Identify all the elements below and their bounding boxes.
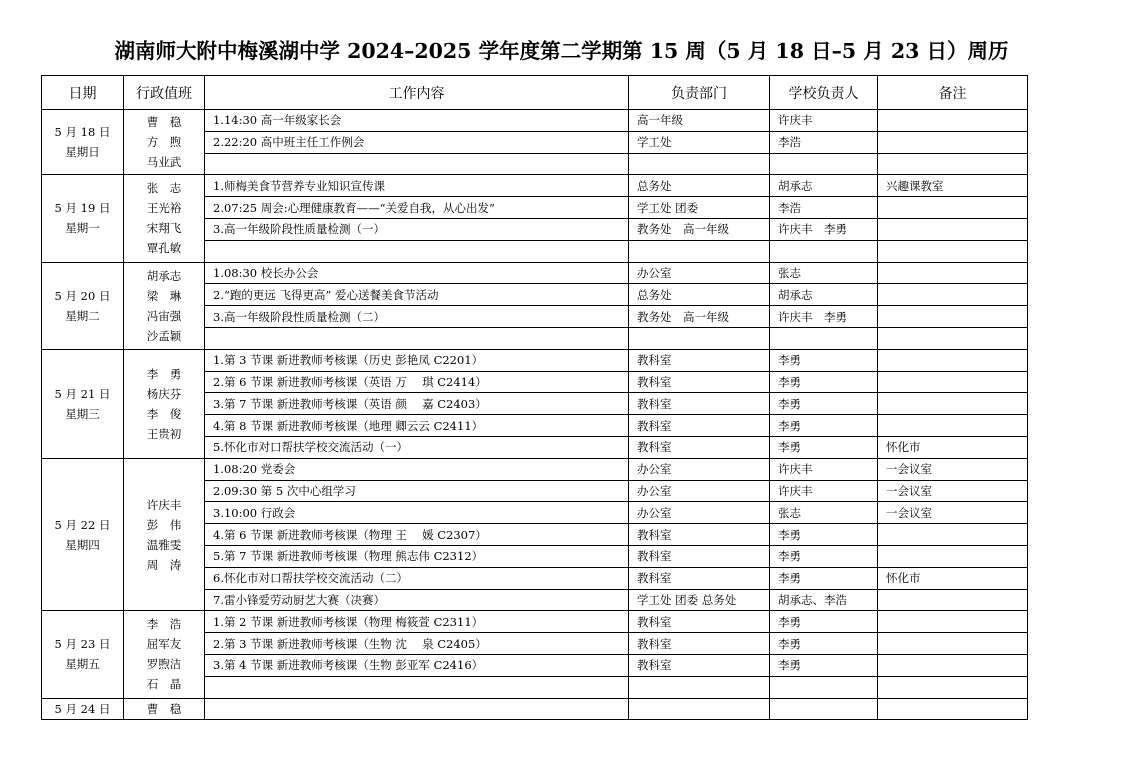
- leader-cell: [770, 327, 878, 349]
- date-cell: [42, 349, 124, 458]
- header-note: 备注: [878, 76, 1028, 110]
- duty-person: 李 勇: [146, 366, 182, 381]
- duty-person: 张 志: [146, 181, 182, 196]
- date-cell: [42, 611, 124, 698]
- weekday-label: 星期三: [65, 406, 100, 421]
- duty-cell: [124, 349, 205, 458]
- work-cell: 2.第 3 节课 新进教师考核课（生物 沈 泉 C2405）: [205, 633, 629, 655]
- dept-cell: 教务处 高一年级: [629, 218, 770, 240]
- leader-cell: 李勇: [770, 436, 878, 458]
- note-cell: [878, 197, 1028, 219]
- work-cell: 5.第 7 节课 新进教师考核课（物理 熊志伟 C2312）: [205, 545, 629, 567]
- duty-person: 胡承志: [146, 268, 182, 283]
- dept-cell: 高一年级: [629, 110, 770, 132]
- work-cell: 4.第 6 节课 新进教师考核课（物理 王 媛 C2307）: [205, 524, 629, 546]
- note-cell: [878, 545, 1028, 567]
- work-cell: 1.14:30 高一年级家长会: [205, 110, 629, 132]
- note-cell: [878, 218, 1028, 240]
- leader-cell: 许庆丰: [770, 110, 878, 132]
- note-cell: [878, 633, 1028, 655]
- header-row: [42, 76, 1028, 110]
- note-cell: [878, 327, 1028, 349]
- date-label: 5 月 22 日: [54, 517, 111, 532]
- leader-cell: 李勇: [770, 567, 878, 589]
- weekday-label: 星期四: [65, 537, 100, 552]
- table-row: [42, 262, 1028, 284]
- work-cell: [205, 240, 629, 262]
- date-label: 5 月 20 日: [54, 288, 111, 303]
- duty-person: 沙孟颖: [146, 328, 182, 343]
- work-cell: 1.08:30 校长办公会: [205, 262, 629, 284]
- weekday-label: 星期一: [65, 221, 100, 236]
- note-cell: [878, 262, 1028, 284]
- dept-cell: 总务处: [629, 284, 770, 306]
- duty-cell: [124, 175, 205, 262]
- dept-cell: 教科室: [629, 371, 770, 393]
- leader-cell: [770, 698, 878, 720]
- leader-cell: 李勇: [770, 545, 878, 567]
- leader-cell: 李勇: [770, 415, 878, 437]
- date-label: 5 月 18 日: [54, 125, 111, 140]
- leader-cell: 许庆丰: [770, 458, 878, 480]
- duty-person: 覃孔敏: [146, 241, 182, 256]
- work-cell: 2.09:30 第 5 次中心组学习: [205, 480, 629, 502]
- leader-cell: 许庆丰: [770, 480, 878, 502]
- leader-cell: 许庆丰 李勇: [770, 218, 878, 240]
- work-cell: 3.第 4 节课 新进教师考核课（生物 彭亚军 C2416）: [205, 654, 629, 676]
- leader-cell: [770, 153, 878, 175]
- note-cell: [878, 240, 1028, 262]
- dept-cell: [629, 698, 770, 720]
- leader-cell: 胡承志: [770, 175, 878, 197]
- note-cell: 一会议室: [878, 458, 1028, 480]
- dept-cell: [629, 153, 770, 175]
- table-row: [42, 349, 1028, 371]
- leader-cell: 李勇: [770, 393, 878, 415]
- dept-cell: [629, 327, 770, 349]
- work-cell: 3.高一年级阶段性质量检测（二）: [205, 306, 629, 328]
- note-cell: [878, 698, 1028, 720]
- work-cell: 3.第 7 节课 新进教师考核课（英语 颜 嘉 C2403）: [205, 393, 629, 415]
- duty-cell: [124, 110, 205, 175]
- table-row: [42, 698, 1028, 720]
- note-cell: [878, 415, 1028, 437]
- table-row: [42, 611, 1028, 633]
- work-cell: 2.07:25 周会:心理健康教育——“关爱自我，从心出发”: [205, 197, 629, 219]
- dept-cell: 办公室: [629, 502, 770, 524]
- leader-cell: [770, 240, 878, 262]
- table-row: [42, 110, 1028, 132]
- dept-cell: 教科室: [629, 436, 770, 458]
- leader-cell: 胡承志: [770, 284, 878, 306]
- dept-cell: 学工处 团委: [629, 197, 770, 219]
- duty-cell: [124, 611, 205, 698]
- duty-person: 宋翔飞: [146, 221, 182, 236]
- duty-cell: [124, 698, 205, 720]
- note-cell: 怀化市: [878, 436, 1028, 458]
- duty-person: 罗煦洁: [146, 657, 182, 672]
- date-cell: [42, 458, 124, 611]
- table-row: [42, 458, 1028, 480]
- weekly-calendar-table: [41, 75, 1028, 720]
- dept-cell: [629, 240, 770, 262]
- work-cell: 2.22:20 高中班主任工作例会: [205, 131, 629, 153]
- dept-cell: 教科室: [629, 611, 770, 633]
- duty-cell: [124, 458, 205, 611]
- work-cell: 2.“跑的更远 飞得更高” 爱心送餐美食节活动: [205, 284, 629, 306]
- note-cell: [878, 589, 1028, 611]
- work-cell: 4.第 8 节课 新进教师考核课（地理 卿云云 C2411）: [205, 415, 629, 437]
- duty-cell: [124, 262, 205, 349]
- weekday-label: 星期日: [65, 145, 100, 160]
- work-cell: 3.高一年级阶段性质量检测（一）: [205, 218, 629, 240]
- leader-cell: 许庆丰 李勇: [770, 306, 878, 328]
- duty-person: 彭 伟: [146, 517, 182, 532]
- work-cell: 1.第 3 节课 新进教师考核课（历史 彭艳凤 C2201）: [205, 349, 629, 371]
- note-cell: 怀化市: [878, 567, 1028, 589]
- header-duty: 行政值班: [124, 76, 205, 110]
- work-cell: 3.10:00 行政会: [205, 502, 629, 524]
- duty-person: 梁 琳: [146, 288, 182, 303]
- calendar-body: [42, 110, 1028, 720]
- duty-person: 王光裕: [146, 201, 182, 216]
- note-cell: [878, 284, 1028, 306]
- dept-cell: 办公室: [629, 458, 770, 480]
- dept-cell: 办公室: [629, 480, 770, 502]
- note-cell: [878, 153, 1028, 175]
- dept-cell: 学工处 团委 总务处: [629, 589, 770, 611]
- note-cell: [878, 393, 1028, 415]
- dept-cell: 教科室: [629, 415, 770, 437]
- work-cell: 1.08:20 党委会: [205, 458, 629, 480]
- date-cell: [42, 110, 124, 175]
- duty-person: 屈军友: [146, 637, 182, 652]
- duty-person: 马业武: [146, 155, 182, 170]
- header-work: 工作内容: [205, 76, 629, 110]
- date-cell: [42, 698, 124, 720]
- dept-cell: 教科室: [629, 654, 770, 676]
- note-cell: 一会议室: [878, 480, 1028, 502]
- duty-person: 曹 稳: [146, 115, 182, 130]
- date-label: 5 月 23 日: [54, 637, 111, 652]
- date-label: 5 月 19 日: [54, 201, 111, 216]
- leader-cell: 张志: [770, 262, 878, 284]
- dept-cell: 办公室: [629, 262, 770, 284]
- work-cell: [205, 698, 629, 720]
- leader-cell: 李勇: [770, 633, 878, 655]
- duty-person: 曹 稳: [146, 701, 182, 716]
- work-cell: [205, 153, 629, 175]
- note-cell: [878, 654, 1028, 676]
- note-cell: 兴趣课教室: [878, 175, 1028, 197]
- dept-cell: 教科室: [629, 633, 770, 655]
- date-cell: [42, 175, 124, 262]
- leader-cell: 李浩: [770, 131, 878, 153]
- work-cell: 2.第 6 节课 新进教师考核课（英语 万 琪 C2414）: [205, 371, 629, 393]
- work-cell: [205, 327, 629, 349]
- leader-cell: 李勇: [770, 371, 878, 393]
- note-cell: [878, 371, 1028, 393]
- leader-cell: 李浩: [770, 197, 878, 219]
- work-cell: 5.怀化市对口帮扶学校交流活动（一）: [205, 436, 629, 458]
- duty-person: 周 涛: [146, 557, 182, 572]
- work-cell: 1.第 2 节课 新进教师考核课（物理 梅筱萱 C2311）: [205, 611, 629, 633]
- duty-person: 方 煦: [146, 135, 182, 150]
- duty-person: 李 浩: [146, 617, 182, 632]
- header-dept: 负责部门: [629, 76, 770, 110]
- duty-person: 李 俊: [146, 406, 182, 421]
- date-label: 5 月 21 日: [54, 386, 111, 401]
- duty-person: 许庆丰: [146, 497, 182, 512]
- dept-cell: 总务处: [629, 175, 770, 197]
- work-cell: 7.雷小锋爱劳动厨艺大赛（决赛）: [205, 589, 629, 611]
- date-cell: [42, 262, 124, 349]
- dept-cell: 教科室: [629, 567, 770, 589]
- dept-cell: 教务处 高一年级: [629, 306, 770, 328]
- duty-person: 冯宙强: [146, 308, 182, 323]
- note-cell: 一会议室: [878, 502, 1028, 524]
- leader-cell: 李勇: [770, 611, 878, 633]
- work-cell: [205, 676, 629, 698]
- dept-cell: [629, 676, 770, 698]
- duty-person: 石 晶: [146, 677, 182, 692]
- note-cell: [878, 110, 1028, 132]
- dept-cell: 教科室: [629, 349, 770, 371]
- note-cell: [878, 611, 1028, 633]
- date-label: 5 月 24 日: [54, 701, 111, 716]
- note-cell: [878, 524, 1028, 546]
- duty-person: 杨庆芬: [146, 386, 182, 401]
- leader-cell: 李勇: [770, 349, 878, 371]
- work-cell: 1.师梅美食节营养专业知识宣传课: [205, 175, 629, 197]
- leader-cell: 胡承志、李浩: [770, 589, 878, 611]
- note-cell: [878, 349, 1028, 371]
- weekday-label: 星期五: [65, 657, 100, 672]
- work-cell: 6.怀化市对口帮扶学校交流活动（二）: [205, 567, 629, 589]
- dept-cell: 教科室: [629, 393, 770, 415]
- duty-person: 王贵初: [146, 426, 182, 441]
- table-row: [42, 175, 1028, 197]
- dept-cell: 学工处: [629, 131, 770, 153]
- note-cell: [878, 131, 1028, 153]
- leader-cell: 张志: [770, 502, 878, 524]
- leader-cell: [770, 676, 878, 698]
- dept-cell: 教科室: [629, 524, 770, 546]
- duty-person: 温雅雯: [146, 537, 182, 552]
- leader-cell: 李勇: [770, 524, 878, 546]
- weekday-label: 星期二: [65, 308, 100, 323]
- dept-cell: 教科室: [629, 545, 770, 567]
- note-cell: [878, 676, 1028, 698]
- leader-cell: 李勇: [770, 654, 878, 676]
- page-title: 湖南师大附中梅溪湖中学 2024–2025 学年度第二学期第 15 周（5 月 18 日–5 月 23 日）周历: [114, 39, 1009, 63]
- note-cell: [878, 306, 1028, 328]
- header-date: 日期: [42, 76, 124, 110]
- header-leader: 学校负责人: [770, 76, 878, 110]
